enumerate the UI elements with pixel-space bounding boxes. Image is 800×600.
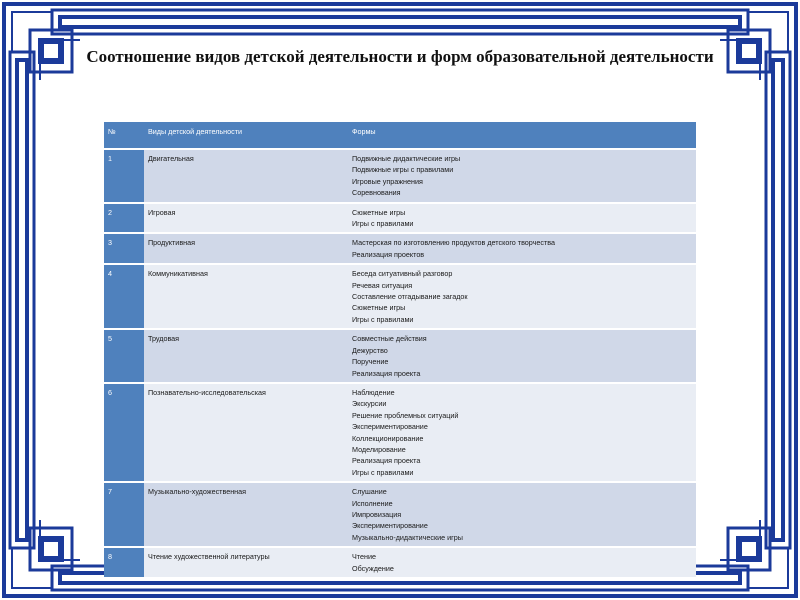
forms-cell (348, 203, 696, 234)
form-item: Подвижные дидактические игры (352, 154, 461, 163)
form-item: Игры с правилами (352, 219, 414, 229)
form-item: Экскурсии (352, 399, 387, 409)
form-item: Игры с правилами (352, 467, 414, 477)
form-item: Импровизация (352, 509, 402, 519)
table-row (104, 547, 696, 578)
form-item: Подвижные игры с правилами (352, 165, 454, 175)
activity-kind: Трудовая (144, 329, 348, 383)
activity-table (104, 122, 696, 579)
table-row (104, 482, 696, 547)
activity-kind: Познавательно-исследовательская (144, 383, 348, 482)
table-row (104, 233, 696, 264)
forms-cell (348, 264, 696, 329)
form-item: Поручение (352, 357, 389, 367)
form-item: Исполнение (352, 498, 393, 508)
form-item: Игры с правилами (352, 314, 414, 324)
table-row (104, 383, 696, 482)
form-item: Коллекционирование (352, 433, 424, 443)
row-number: 4 (104, 264, 144, 329)
row-number: 1 (104, 149, 144, 203)
form-item: Речевая ситуация (352, 280, 413, 290)
activity-kind: Игровая (144, 203, 348, 234)
activity-kind: Чтение художественной литературы (144, 547, 348, 578)
row-number: 3 (104, 233, 144, 264)
form-item: Соревнования (352, 188, 401, 198)
forms-cell (348, 482, 696, 547)
page-title: Соотношение видов детской деятельности и форм образовательной деятельности (86, 47, 714, 66)
form-item: Игровые упражнения (352, 176, 423, 186)
forms-cell (348, 547, 696, 578)
form-item: Экспериментирование (352, 521, 428, 531)
form-item: Обсуждение (352, 563, 394, 573)
form-item: Реализация проекта (352, 456, 421, 466)
activity-kind: Продуктивная (144, 233, 348, 264)
form-item: Слушание (352, 487, 387, 497)
form-item: Мастерская по изготовлению продуктов детского творчества (352, 238, 556, 248)
forms-cell (348, 329, 696, 383)
header-activity-kind: Виды детской деятельности (144, 122, 348, 149)
forms-cell (348, 233, 696, 264)
activity-kind: Двигательная (144, 149, 348, 203)
table-row (104, 329, 696, 383)
form-item: Реализация проектов (352, 249, 425, 259)
row-number: 8 (104, 547, 144, 578)
forms-cell (348, 149, 696, 203)
form-item: Моделирование (352, 444, 406, 454)
form-item: Сюжетные игры (352, 207, 406, 217)
header-forms: Формы (348, 122, 696, 149)
form-item: Дежурство (352, 345, 388, 355)
row-number: 5 (104, 329, 144, 383)
activity-kind: Музыкально-художественная (144, 482, 348, 547)
form-item: Наблюдение (352, 387, 395, 397)
form-item: Беседа ситуативный разговор (352, 269, 453, 279)
table-row (104, 203, 696, 234)
row-number: 2 (104, 203, 144, 234)
forms-cell (348, 383, 696, 482)
form-item: Реализация проекта (352, 368, 421, 378)
form-item: Экспериментирование (352, 422, 428, 432)
table-header-row (104, 122, 696, 149)
form-item: Совместные действия (352, 334, 427, 344)
table-row (104, 264, 696, 329)
table-body (104, 149, 696, 578)
form-item: Сюжетные игры (352, 303, 406, 313)
form-item: Решение проблемных ситуаций (352, 410, 459, 420)
table-row (104, 149, 696, 203)
form-item: Составление отгадывание загадок (352, 292, 468, 302)
header-number: № (104, 122, 144, 149)
form-item: Чтение (352, 552, 376, 562)
row-number: 6 (104, 383, 144, 482)
form-item: Музыкально-дидактические игры (352, 532, 463, 542)
activity-kind: Коммуникативная (144, 264, 348, 329)
row-number: 7 (104, 482, 144, 547)
